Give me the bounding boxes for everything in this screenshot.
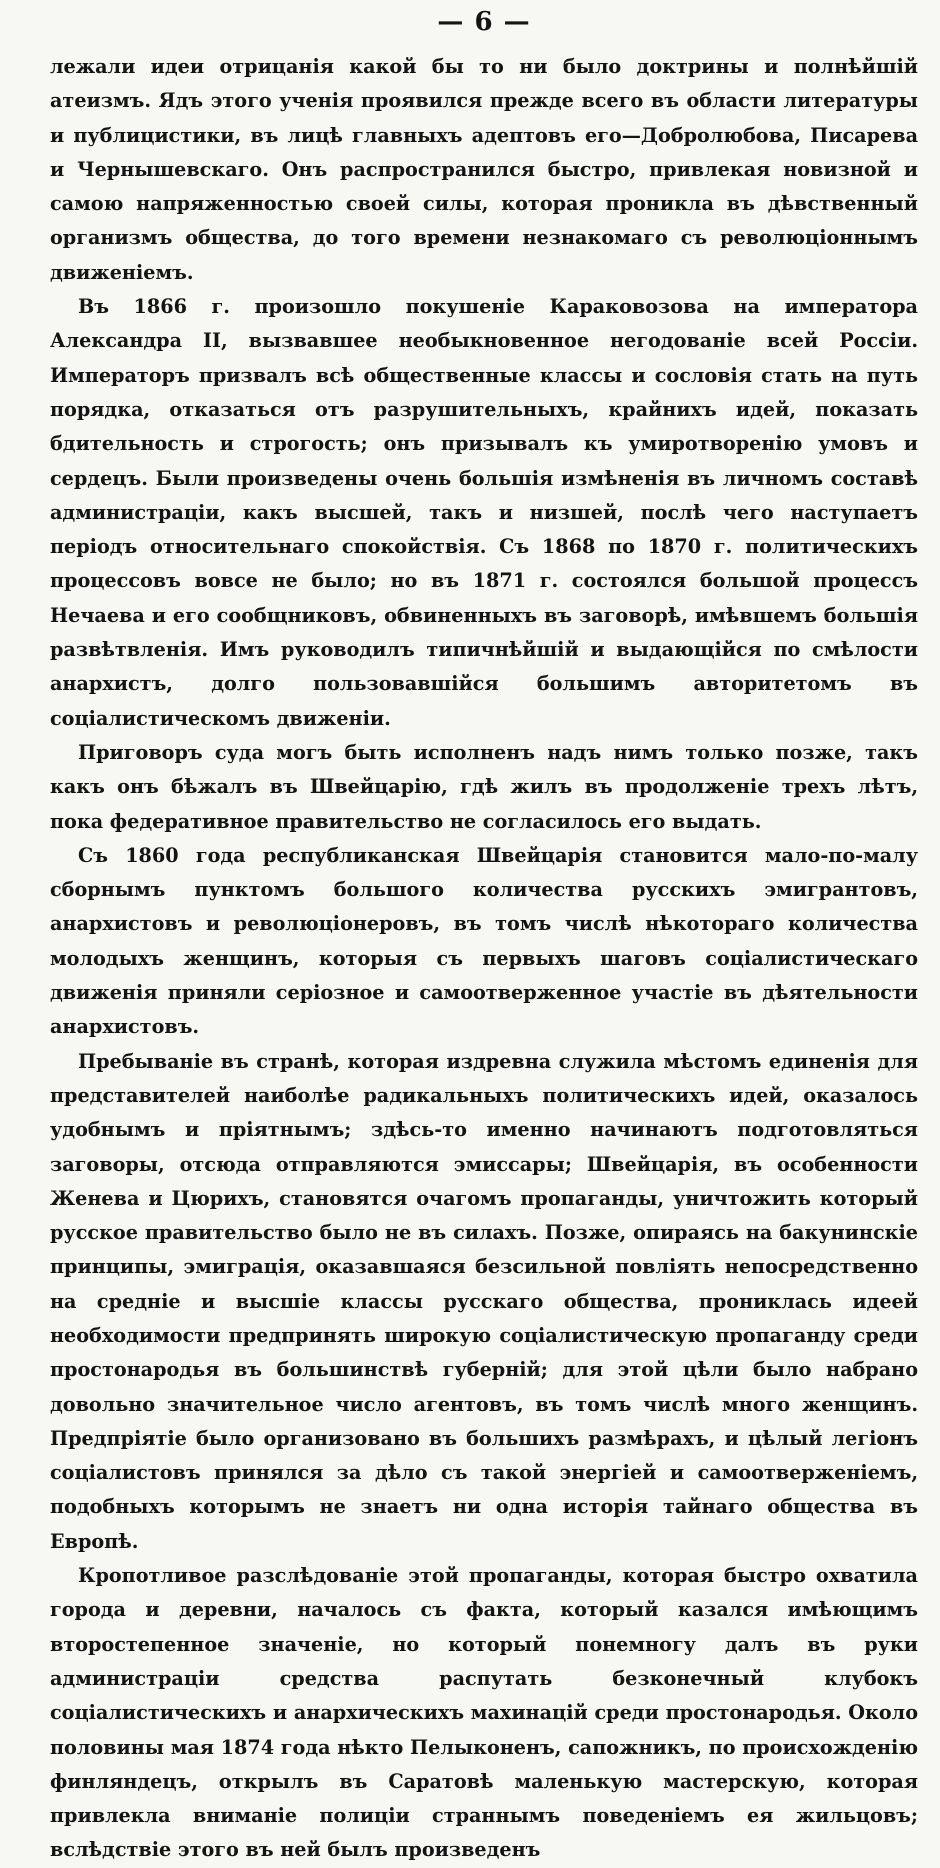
page-number: — 6 — bbox=[437, 7, 531, 37]
paragraph: Приговоръ суда могъ быть исполненъ надъ нимъ только позже, такъ какъ онъ бѣжалъ въ Швейцарію, гдѣ жилъ въ продолженіе трехъ лѣтъ, пока федеративное правительство не согласилось его выдать. bbox=[50, 740, 918, 833]
paragraph: Съ 1860 года республиканская Швейцарія становится мало-по-малу сборнымъ пунктомъ большого количества русскихъ эмигрантовъ, анархистовъ и революціонеровъ, въ томъ числѣ нѣкотораго количества молодыхъ женщинъ, которыя съ первыхъ шаговъ соціалистическаго движенія приняли серіозное и самоотверженное участіе въ дѣятельности анархистовъ. bbox=[50, 843, 918, 1039]
paragraph: лежали идеи отрицанія какой бы то ни было доктрины и полнѣйшій атеизмъ. Ядъ этого ученія проявился прежде всего въ области литературы и публицистики, въ лицѣ главныхъ адептовъ его—Добролюбова, Писарева и Чернышевскаго. Онъ распространился быстро, привлекая новизной и самою напряженностью своей силы, которая проникла въ дѣвственный организмъ общества, до того времени незнакомаго съ революціоннымъ движеніемъ. bbox=[50, 55, 918, 284]
body-text bbox=[50, 50, 918, 1868]
paragraph: Въ 1866 г. произошло покушеніе Караковозова на императора Александра II, вызвавшее необыкновенное негодованіе всей Россіи. Императоръ призвалъ всѣ общественные классы и сословія стать на путь порядка, отказаться отъ разрушительныхъ, крайнихъ идей, показать бдительность и строгость; онъ призывалъ къ умиротворенію умовъ и сердецъ. Были произведены очень большія измѣненія въ личномъ составѣ администраціи, какъ высшей, такъ и низшей, послѣ чего наступаетъ періодъ относительнаго спокойствія. Съ 1868 по 1870 г. политическихъ процессовъ вовсе не было; но въ 1871 г. состоялся большой процессъ Нечаева и его сообщниковъ, обвиненныхъ въ заговорѣ, имѣвшемъ большія развѣтвленія. Имъ руководилъ типичнѣйшій и выдающійся по смѣлости анархистъ, долго пользовавшійся большимъ авторитетомъ въ соціалистическомъ движеніи. bbox=[50, 295, 918, 730]
paragraph: Пребываніе въ странѣ, которая издревна служила мѣстомъ единенія для представителей наиболѣе радикальныхъ политическихъ идей, оказалось удобнымъ и пріятнымъ; здѣсь-то именно начинаютъ подготовляться заговоры, отсюда отправляются эмиссары; Швейцарія, въ особенности Женева и Цюрихъ, становятся очагомъ пропаганды, уничтожить который русское правительство было не въ силахъ. Позже, опираясь на бакунинскіе принципы, эмиграція, оказавшаяся безсильной повліять непосредственно на средніе и высшіе классы русскаго общества, прониклась идеей необходимости предпринять широкую соціалистическую пропаганду среди простонародья въ большинствѣ губерній; для этой цѣли было набрано довольно значительное число агентовъ, въ томъ числѣ много женщинъ. Предпріятіе было организовано въ большихъ размѣрахъ, и цѣлый легіонъ соціалистовъ принялся за дѣло съ такой энергіей и самоотверженіемъ, подобныхъ которымъ не знаетъ ни одна исторія тайнаго общества въ Европѣ. bbox=[50, 1049, 918, 1553]
paragraph: Кропотливое разслѣдованіе этой пропаганды, которая быстро охватила города и деревни, началось съ факта, который казался имѣющимъ второстепенное значеніе, но который понемногу далъ въ руки администраціи средства распутать безконечный клубокъ соціалистическихъ и анархическихъ махинацій среди простонародья. Около половины мая 1874 года нѣкто Пелыконенъ, сапожникъ, по происхожденію финляндецъ, открылъ въ Саратовѣ маленькую мастерскую, которая привлекла вниманіе полиціи страннымъ поведеніемъ ея жильцовъ; вслѣдствіе этого въ ней былъ произведенъ bbox=[50, 1564, 918, 1862]
